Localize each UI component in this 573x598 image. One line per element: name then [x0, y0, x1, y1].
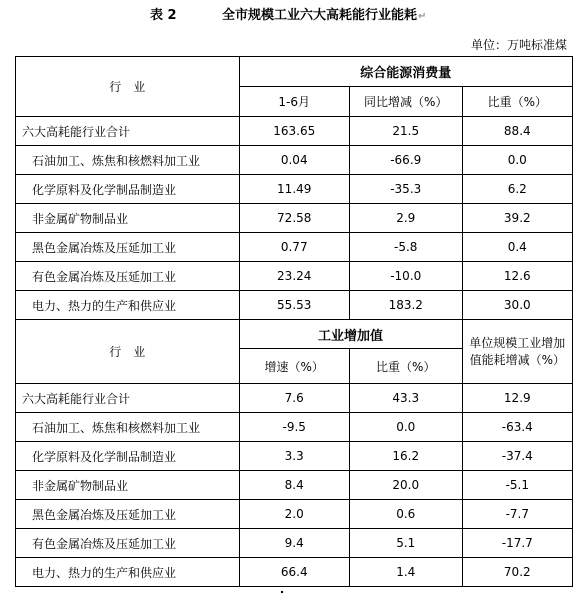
value-cell: 55.53 — [239, 291, 349, 320]
column-header: 增速（%） — [239, 349, 349, 384]
table-row — [16, 320, 573, 349]
value-cell: 7.6 — [239, 384, 349, 413]
table-row — [16, 291, 573, 320]
industry-name: 非金属矿物制品业 — [16, 471, 240, 500]
industry-name: 石油加工、炼焦和核燃料加工业 — [16, 146, 240, 175]
table-row — [16, 384, 573, 413]
industry-name: 非金属矿物制品业 — [16, 204, 240, 233]
value-cell: -7.7 — [462, 500, 572, 529]
value-cell: 0.0 — [349, 413, 462, 442]
table-row — [16, 204, 573, 233]
industry-name: 有色金属冶炼及压延加工业 — [16, 529, 240, 558]
value-cell: 2.0 — [239, 500, 349, 529]
industry-name: 六大高耗能行业合计 — [16, 117, 240, 146]
energy-table — [15, 56, 573, 587]
column-header: 1-6月 — [239, 87, 349, 117]
value-cell: 0.0 — [462, 146, 572, 175]
industry-name: 电力、热力的生产和供应业 — [16, 291, 240, 320]
value-cell: -10.0 — [349, 262, 462, 291]
value-cell: -17.7 — [462, 529, 572, 558]
table-row — [16, 175, 573, 204]
table-row — [16, 262, 573, 291]
column-header: 比重（%） — [349, 349, 462, 384]
value-cell: -63.4 — [462, 413, 572, 442]
value-cell: 8.4 — [239, 471, 349, 500]
value-cell: 183.2 — [349, 291, 462, 320]
value-cell: 70.2 — [462, 558, 572, 587]
value-cell: 0.4 — [462, 233, 572, 262]
column-header: 比重（%） — [462, 87, 572, 117]
value-cell: 66.4 — [239, 558, 349, 587]
value-cell: -9.5 — [239, 413, 349, 442]
row-header: 行 业 — [16, 57, 240, 117]
table-row — [16, 442, 573, 471]
table-row — [16, 233, 573, 262]
value-cell: 2.9 — [349, 204, 462, 233]
value-cell: 88.4 — [462, 117, 572, 146]
industry-name: 电力、热力的生产和供应业 — [16, 558, 240, 587]
value-cell: 20.0 — [349, 471, 462, 500]
value-cell: 16.2 — [349, 442, 462, 471]
group-header-energy: 综合能源消费量 — [239, 57, 572, 87]
value-cell: 43.3 — [349, 384, 462, 413]
value-cell: 0.04 — [239, 146, 349, 175]
table-row — [16, 57, 573, 87]
industry-name: 黑色金属冶炼及压延加工业 — [16, 233, 240, 262]
value-cell: -35.3 — [349, 175, 462, 204]
value-cell: 72.58 — [239, 204, 349, 233]
value-cell: 5.1 — [349, 529, 462, 558]
table-row — [16, 146, 573, 175]
value-cell: -66.9 — [349, 146, 462, 175]
value-cell: 6.2 — [462, 175, 572, 204]
value-cell: 21.5 — [349, 117, 462, 146]
value-cell: -5.8 — [349, 233, 462, 262]
page-dot — [281, 591, 283, 593]
value-cell: 3.3 — [239, 442, 349, 471]
group-header-value-added: 工业增加值 — [239, 320, 462, 349]
unit-label: 单位：万吨标准煤 — [470, 38, 567, 52]
table-row — [16, 500, 573, 529]
table-row — [16, 471, 573, 500]
industry-name: 六大高耗能行业合计 — [16, 384, 240, 413]
row-header: 行 业 — [16, 320, 240, 384]
value-cell: -37.4 — [462, 442, 572, 471]
value-cell: 12.9 — [462, 384, 572, 413]
value-cell: 30.0 — [462, 291, 572, 320]
industry-name: 石油加工、炼焦和核燃料加工业 — [16, 413, 240, 442]
value-cell: 1.4 — [349, 558, 462, 587]
industry-name: 黑色金属冶炼及压延加工业 — [16, 500, 240, 529]
value-cell: 0.77 — [239, 233, 349, 262]
column-header: 同比增减（%） — [349, 87, 462, 117]
value-cell: 163.65 — [239, 117, 349, 146]
value-cell: -5.1 — [462, 471, 572, 500]
table-title: 全市规模工业六大高耗能行业能耗↵ — [222, 8, 427, 23]
industry-name: 化学原料及化学制品制造业 — [16, 442, 240, 471]
table-title-row — [0, 2, 573, 22]
value-cell: 11.49 — [239, 175, 349, 204]
value-cell: 9.4 — [239, 529, 349, 558]
table-row — [16, 558, 573, 587]
value-cell: 12.6 — [462, 262, 572, 291]
table-label: 表 2 — [150, 8, 177, 23]
value-cell: 23.24 — [239, 262, 349, 291]
table-row — [16, 117, 573, 146]
industry-name: 有色金属冶炼及压延加工业 — [16, 262, 240, 291]
energy-intensity-header: 单位规模工业增加值能耗增减（%） — [462, 320, 572, 384]
value-cell: 0.6 — [349, 500, 462, 529]
value-cell: 39.2 — [462, 204, 572, 233]
industry-name: 化学原料及化学制品制造业 — [16, 175, 240, 204]
table-row — [16, 413, 573, 442]
table-row — [16, 529, 573, 558]
